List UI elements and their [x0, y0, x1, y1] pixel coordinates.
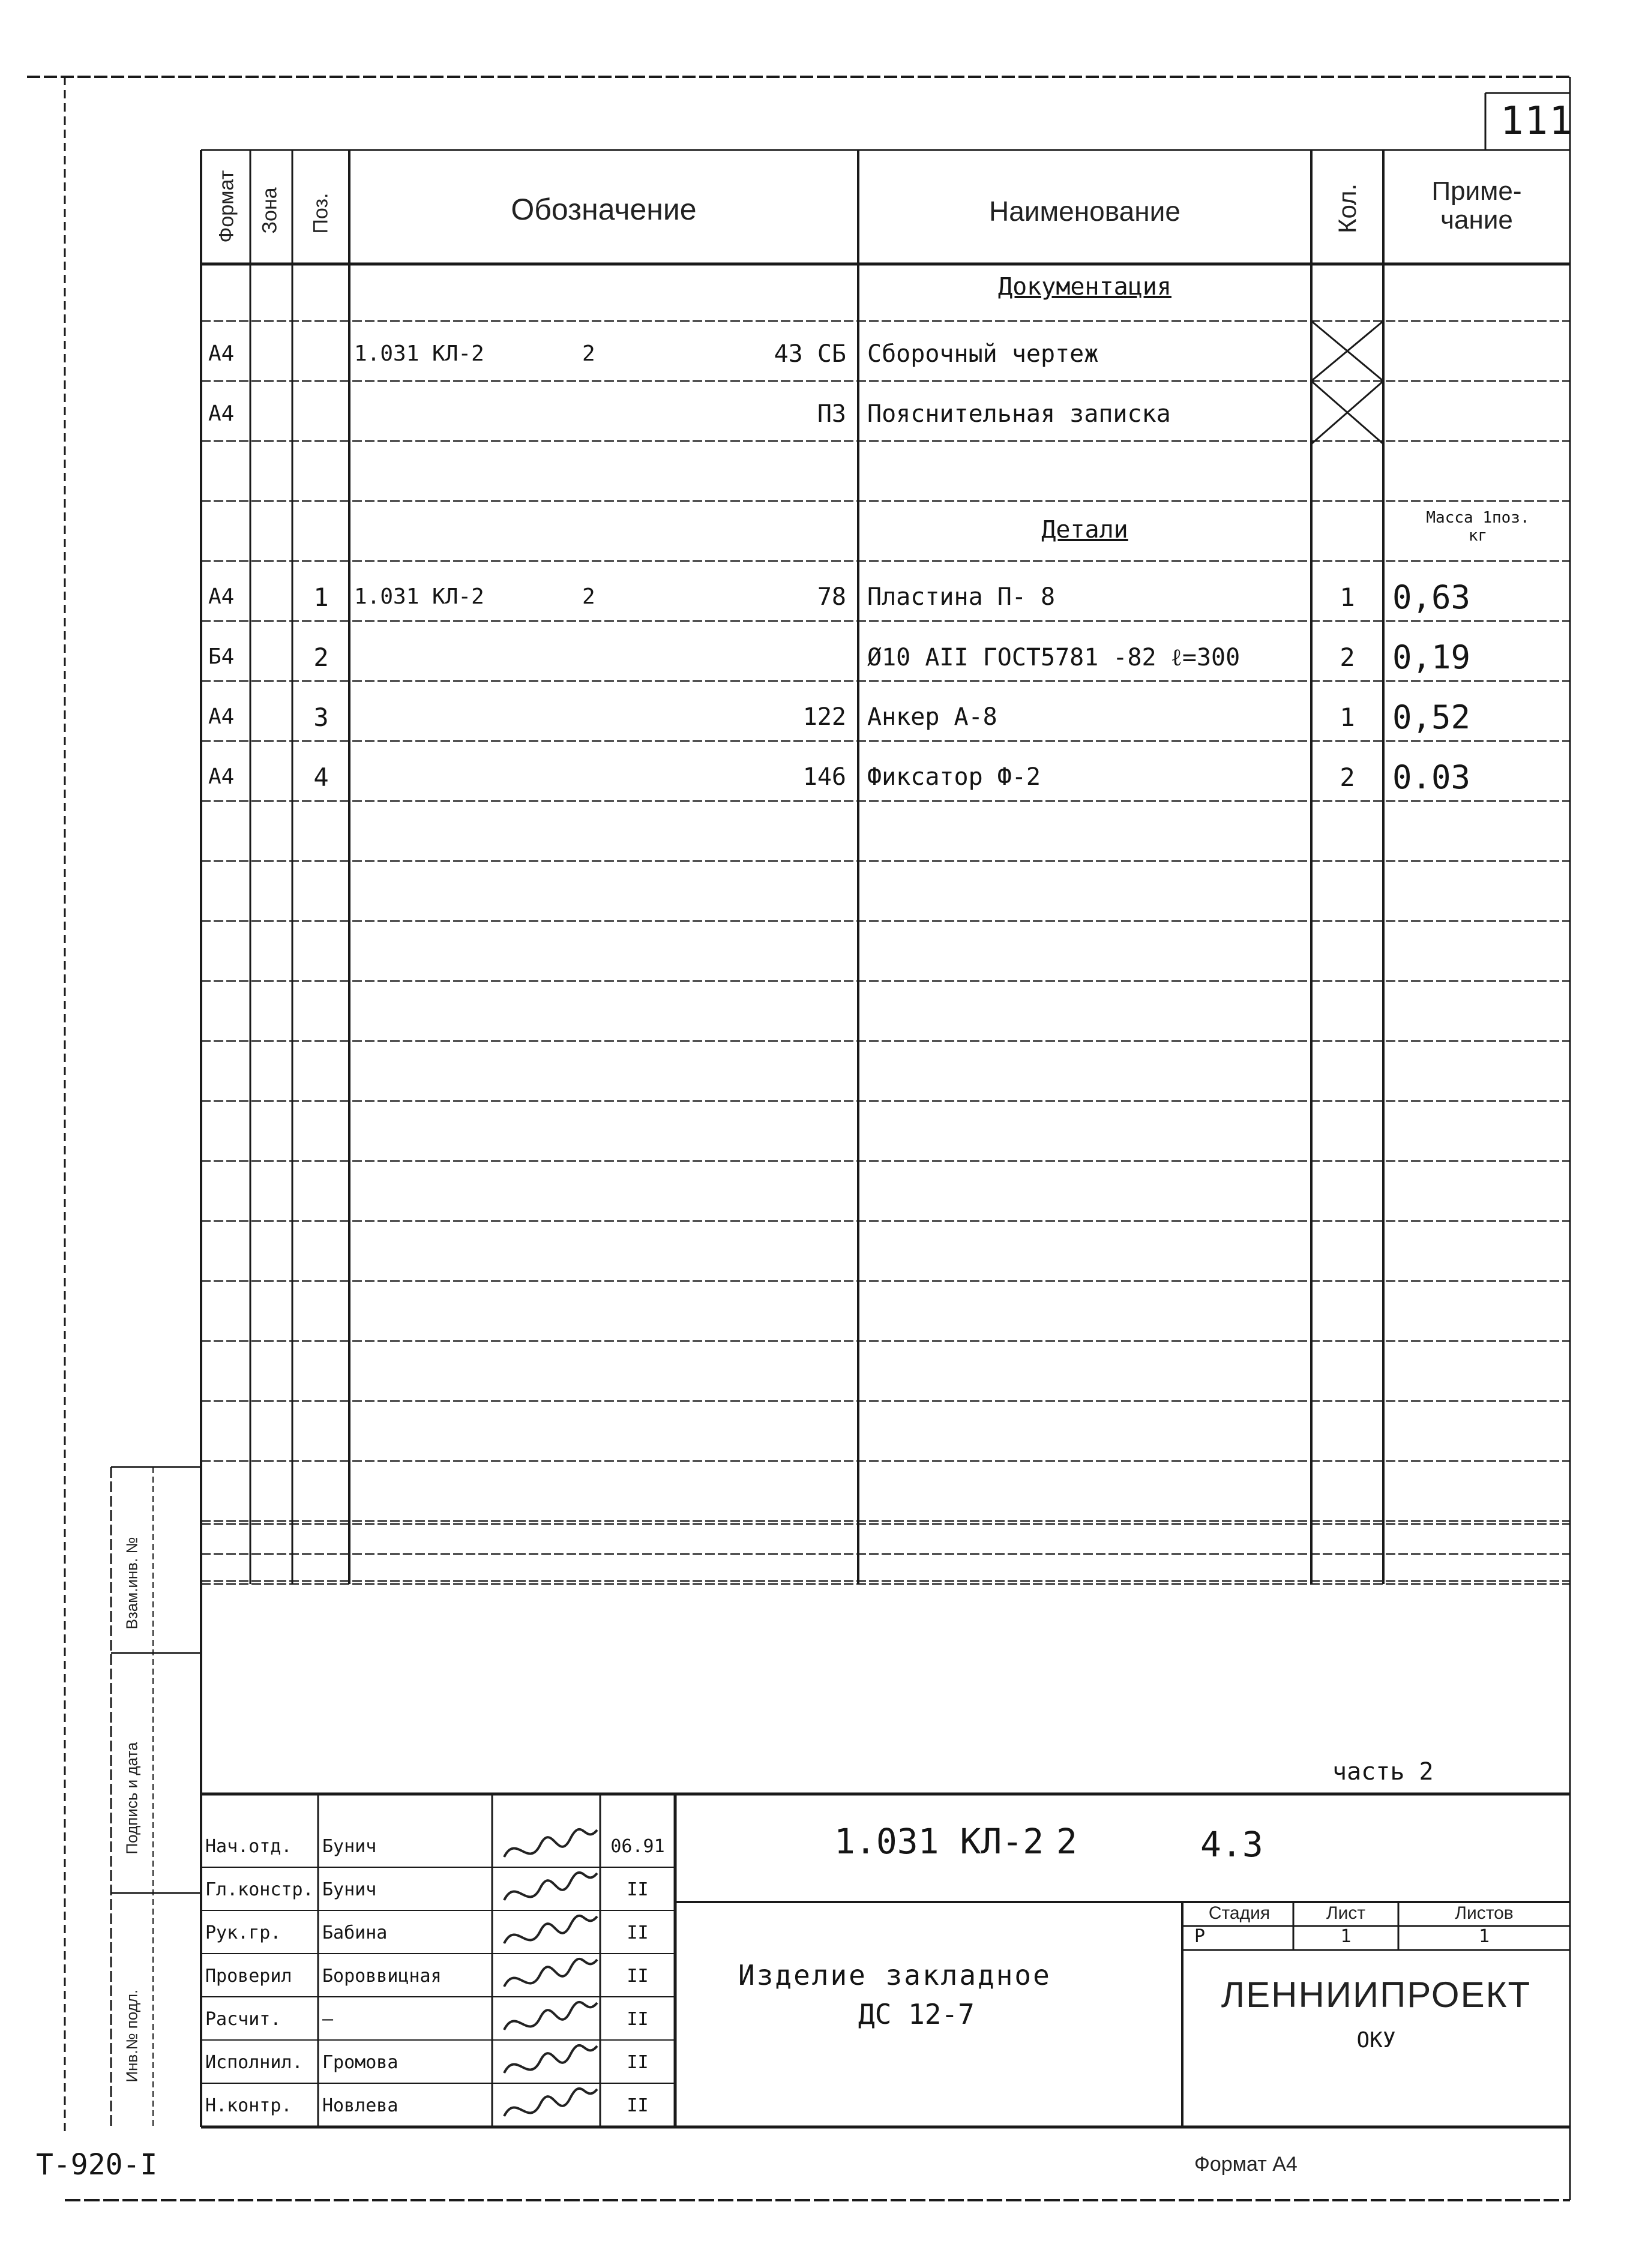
signature-scribble	[504, 2045, 597, 2073]
row-name: Анкер А-8	[867, 703, 997, 731]
row-note: 0,52	[1392, 698, 1471, 736]
section-documentation: Документация	[998, 273, 1171, 301]
row-desig-c: 43 СБ	[774, 340, 846, 368]
sig-role: Гл.констр.	[205, 1879, 314, 1900]
signature-scribble	[504, 1829, 597, 1857]
row-desig-a: 1.031 КЛ-2	[354, 341, 484, 367]
sig-name: —	[322, 2009, 334, 2030]
row-note: 0.03	[1392, 758, 1471, 796]
row-desig-c: 78	[817, 583, 846, 611]
row-name: Пояснительная записка	[867, 400, 1171, 428]
row-format: А4	[208, 401, 235, 427]
stage-value: Р	[1194, 1926, 1206, 1947]
title-code: 1.031 КЛ-2	[834, 1821, 1044, 1862]
row-note: 0,63	[1392, 578, 1471, 616]
sheet-value: 1	[1340, 1926, 1352, 1947]
row-desig-c: 146	[802, 763, 846, 791]
row-format: А4	[208, 341, 235, 367]
sig-role: Расчит.	[205, 2009, 281, 2030]
header-zone: Зона	[258, 187, 281, 234]
sig-role: Н.контр.	[205, 2095, 292, 2116]
signature-scribble	[504, 1916, 597, 1943]
stamp-vzam-inv: Взам.инв. №	[122, 1537, 141, 1630]
sig-name: Бороввицная	[322, 1966, 442, 1987]
format-label: Формат А4	[1194, 2153, 1298, 2176]
part-label: часть 2	[1332, 1758, 1434, 1786]
sheets-label: Листов	[1455, 1903, 1514, 1923]
row-qty: 2	[1340, 762, 1355, 792]
stamp-inv-podl: Инв.№ подл.	[122, 1989, 141, 2083]
page-number: 111	[1500, 99, 1574, 143]
row-qty: 1	[1340, 702, 1355, 732]
header-format: Формат	[215, 170, 238, 243]
bottom-left-code: Т-920-I	[36, 2148, 158, 2182]
sig-name: Бунич	[322, 1836, 377, 1857]
sig-date: II	[627, 2052, 649, 2073]
section-details: Детали	[1041, 516, 1128, 544]
row-desig-a: 1.031 КЛ-2	[354, 584, 484, 610]
row-format: А4	[208, 584, 235, 610]
header-designation: Обозначение	[511, 193, 697, 226]
signature-scribble	[504, 2002, 597, 2030]
row-qty: 2	[1340, 642, 1355, 672]
sig-date: 06.91	[610, 1836, 665, 1857]
sig-name: Бабина	[322, 1922, 388, 1943]
row-name: Фиксатор Ф-2	[867, 763, 1041, 791]
row-pos: 4	[313, 762, 329, 792]
header-note: Приме- чание	[1431, 176, 1522, 235]
row-format: А4	[208, 704, 235, 730]
title-code-part: 2	[1056, 1821, 1077, 1862]
row-format: А4	[208, 764, 235, 790]
row-name: Сборочный чертеж	[867, 340, 1099, 368]
sig-name: Громова	[322, 2052, 398, 2073]
row-pos: 1	[313, 582, 329, 612]
signature-scribble	[504, 1873, 597, 1900]
row-desig-c: ПЗ	[817, 400, 846, 428]
sig-role: Рук.гр.	[205, 1922, 281, 1943]
row-name: Пластина П- 8	[867, 583, 1056, 611]
sig-name: Новлева	[322, 2095, 398, 2116]
header-pos: Поз.	[309, 193, 332, 234]
row-format: Б4	[208, 644, 235, 670]
product-name: Изделие закладное	[738, 1959, 1051, 1991]
mass-header: Масса 1поз. кг	[1426, 509, 1530, 545]
row-desig-b: 2	[582, 584, 595, 610]
sheet-label: Лист	[1326, 1903, 1366, 1923]
sig-date: II	[627, 2009, 649, 2030]
header-qty: Кол.	[1333, 183, 1361, 233]
product-code: ДС 12-7	[858, 1998, 975, 2030]
org-sub: ОКУ	[1356, 2028, 1396, 2053]
header-name: Наименование	[989, 196, 1180, 227]
stage-label: Стадия	[1208, 1903, 1271, 1923]
stamp-podpis-data: Подпись и дата	[122, 1742, 141, 1855]
row-pos: 3	[313, 702, 329, 732]
sig-date: II	[627, 1879, 649, 1900]
org-name: ЛЕННИИПРОЕКТ	[1221, 1975, 1532, 2015]
sig-date: II	[627, 2095, 649, 2116]
sig-role: Нач.отд.	[205, 1836, 292, 1857]
sheets-value: 1	[1478, 1926, 1490, 1947]
sig-date: II	[627, 1922, 649, 1943]
row-note: 0,19	[1392, 638, 1471, 676]
sig-role: Проверил	[205, 1966, 292, 1987]
signature-scribble	[504, 1959, 597, 1987]
signature-scribble	[504, 2089, 597, 2116]
row-qty: 1	[1340, 582, 1355, 612]
row-pos: 2	[313, 642, 329, 672]
row-name: Ø10 АII ГОСТ5781 -82 ℓ=300	[867, 644, 1241, 671]
row-desig-b: 2	[582, 341, 595, 367]
sig-name: Бунич	[322, 1879, 377, 1900]
row-desig-c: 122	[802, 703, 846, 731]
sig-role: Исполнил.	[205, 2052, 303, 2073]
sig-date: II	[627, 1966, 649, 1987]
title-code-sheet: 4.3	[1200, 1824, 1263, 1865]
